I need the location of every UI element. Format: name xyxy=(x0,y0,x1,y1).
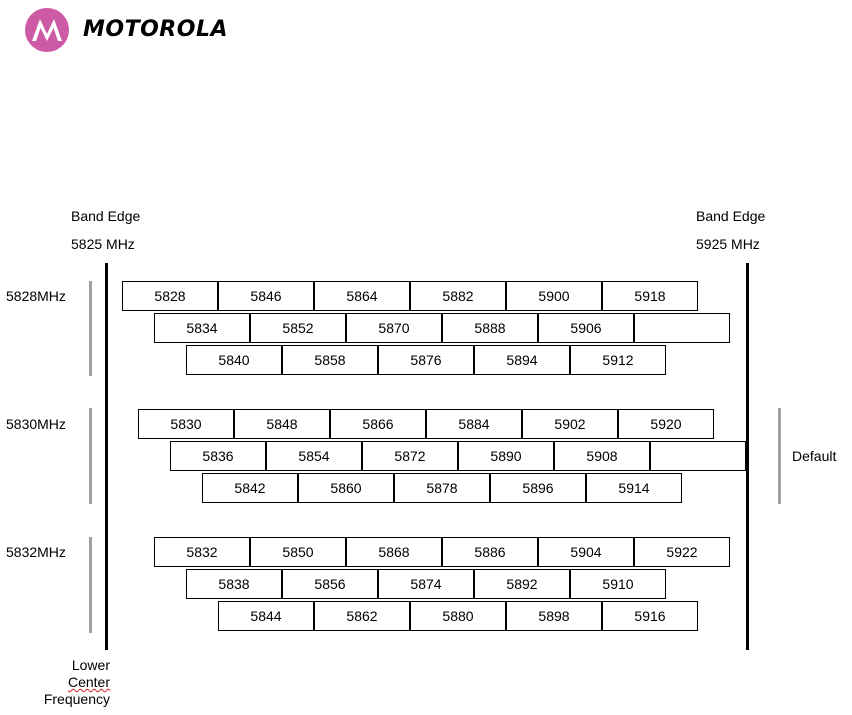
right-band-edge-freq: 5925 MHz xyxy=(696,236,760,252)
default-label: Default xyxy=(792,448,837,464)
lower-center-frequency-label xyxy=(20,657,110,708)
left-band-edge-line xyxy=(105,263,108,650)
channel-box: 5828 xyxy=(122,281,218,311)
channel-box: 5898 xyxy=(506,601,602,631)
channel-box: 5908 xyxy=(554,441,650,471)
channel-box: 5918 xyxy=(602,281,698,311)
channel-box: 5884 xyxy=(426,409,522,439)
channel-box: 5906 xyxy=(538,313,634,343)
channel-box: 5866 xyxy=(330,409,426,439)
channel-box: 5902 xyxy=(522,409,618,439)
channel-box: 5856 xyxy=(282,569,378,599)
channel-box: 5878 xyxy=(394,473,490,503)
channel-box: 5840 xyxy=(186,345,282,375)
motorola-logo-icon xyxy=(25,8,69,52)
default-bracket xyxy=(778,408,781,504)
raster-bracket-5830 xyxy=(89,408,92,504)
right-band-edge-line xyxy=(746,263,749,650)
channel-box: 5850 xyxy=(250,537,346,567)
channel-box: 5834 xyxy=(154,313,250,343)
channel-box: 5836 xyxy=(170,441,266,471)
channel-box: 5894 xyxy=(474,345,570,375)
channel-box: 5870 xyxy=(346,313,442,343)
channel-box: 5860 xyxy=(298,473,394,503)
channel-box: 5858 xyxy=(282,345,378,375)
channel-box: 5854 xyxy=(266,441,362,471)
channel-box: 5862 xyxy=(314,601,410,631)
raster-label-5830: 5830MHz xyxy=(6,416,66,432)
channel-box: 5868 xyxy=(346,537,442,567)
channel-box: 5882 xyxy=(410,281,506,311)
channel-box: 5886 xyxy=(442,537,538,567)
right-band-edge-title: Band Edge xyxy=(696,208,766,224)
raster-label-5828: 5828MHz xyxy=(6,288,66,304)
channel-box: 5846 xyxy=(218,281,314,311)
left-band-edge-title: Band Edge xyxy=(71,208,141,224)
channel-box: 5876 xyxy=(378,345,474,375)
channel-box: 5880 xyxy=(410,601,506,631)
channel-box: 5896 xyxy=(490,473,586,503)
lower-center-line3: Frequency xyxy=(43,691,110,707)
channel-box: 5838 xyxy=(186,569,282,599)
channel-box: 5832 xyxy=(154,537,250,567)
lower-center-line1: Lower xyxy=(71,657,110,673)
channel-box: 5872 xyxy=(362,441,458,471)
channel-box: 5864 xyxy=(314,281,410,311)
channel-box: 5900 xyxy=(506,281,602,311)
channel-box: 5904 xyxy=(538,537,634,567)
channel-box: 5842 xyxy=(202,473,298,503)
channel-box: 5888 xyxy=(442,313,538,343)
channel-box: 5844 xyxy=(218,601,314,631)
channel-box: 5910 xyxy=(570,569,666,599)
channel-box: 5916 xyxy=(602,601,698,631)
channel-box: 5914 xyxy=(586,473,682,503)
raster-bracket-5828 xyxy=(89,281,92,376)
brand-name: MOTOROLA xyxy=(83,17,228,42)
channel-box: 5890 xyxy=(458,441,554,471)
raster-bracket-5832 xyxy=(89,537,92,633)
channel-box: 5892 xyxy=(474,569,570,599)
raster-label-5832: 5832MHz xyxy=(6,544,66,560)
channel-box: 5874 xyxy=(378,569,474,599)
lower-center-line2: Center xyxy=(67,674,110,690)
channel-box: 5922 xyxy=(634,537,730,567)
channel-box: 5830 xyxy=(138,409,234,439)
channel-box: 5920 xyxy=(618,409,714,439)
channel-box xyxy=(650,441,746,471)
channel-box xyxy=(634,313,730,343)
channel-box: 5912 xyxy=(570,345,666,375)
channel-box: 5852 xyxy=(250,313,346,343)
left-band-edge-freq: 5825 MHz xyxy=(71,236,135,252)
channel-box: 5848 xyxy=(234,409,330,439)
